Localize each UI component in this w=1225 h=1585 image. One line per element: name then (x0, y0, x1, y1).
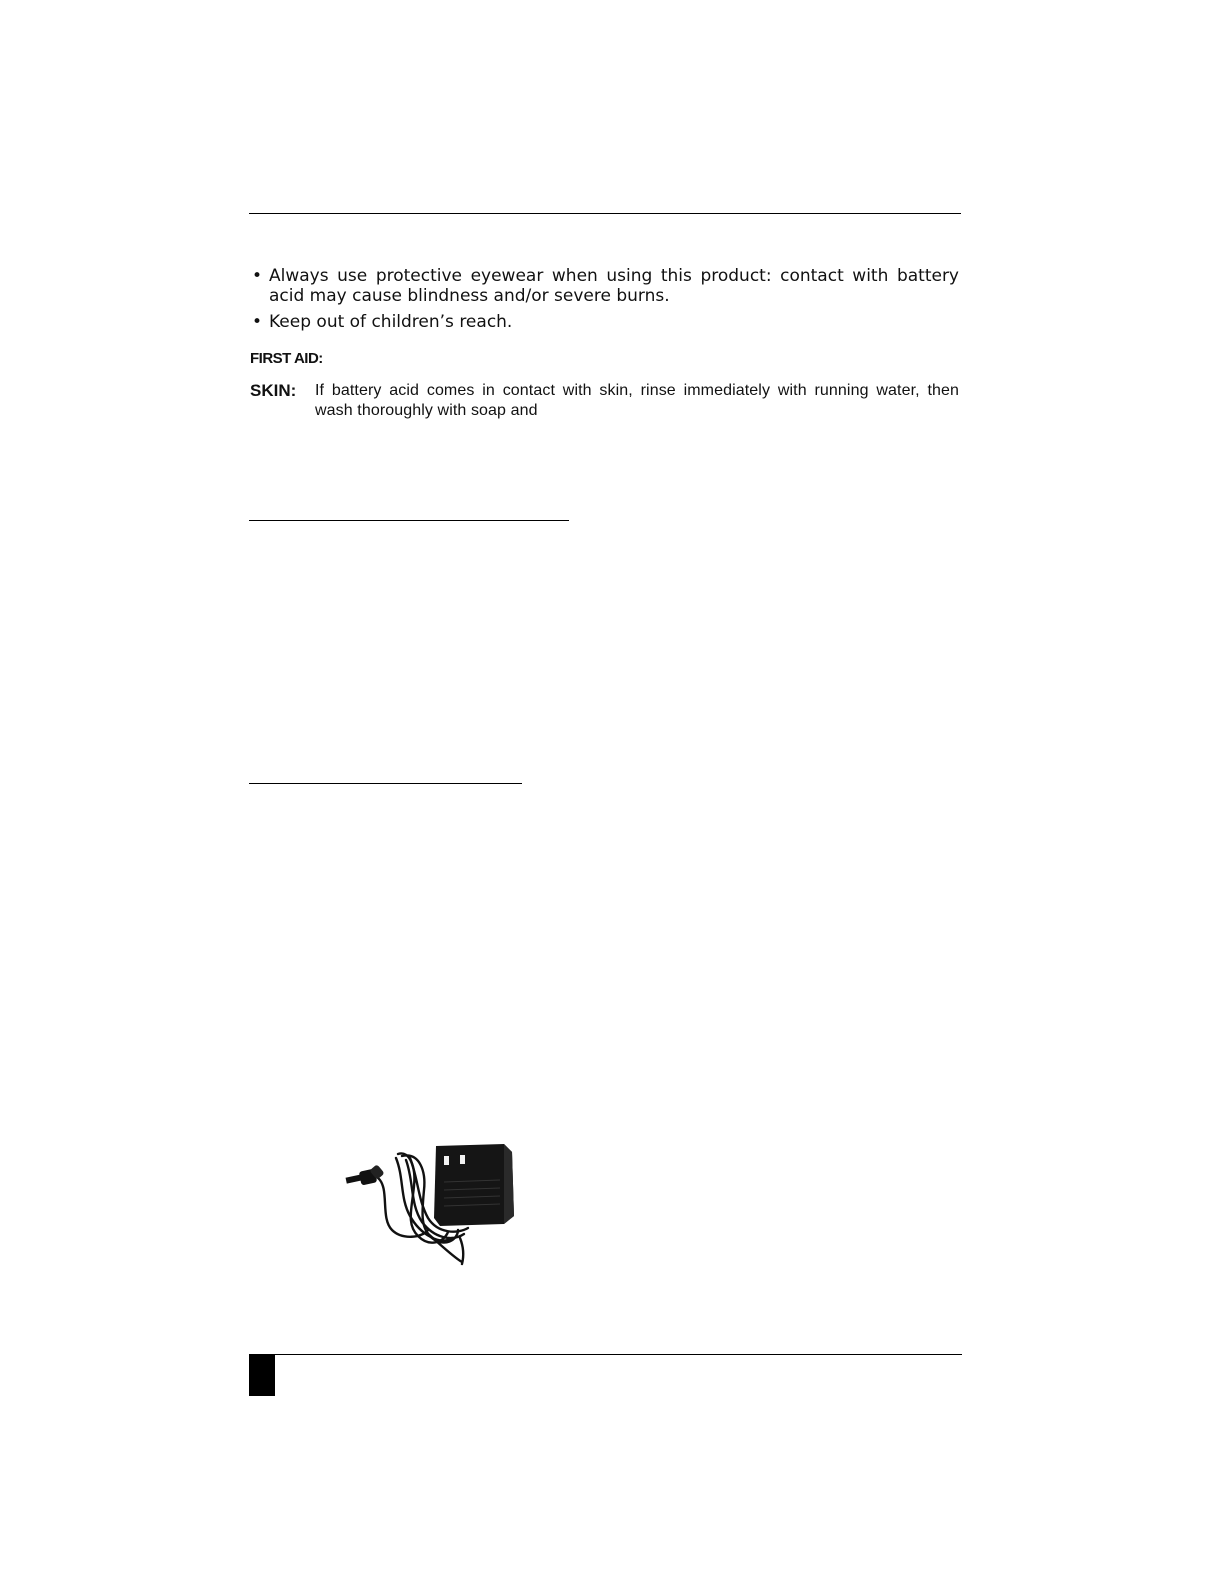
skin-label: SKIN: (250, 381, 297, 400)
ac-adapter-icon (340, 1138, 530, 1273)
bullet-text: Keep out of children’s reach. (269, 312, 513, 332)
skin-text: If battery acid comes in contact with skin, rinse immediately with running water, then wash thoroughly with soap and (315, 382, 959, 419)
list-item (252, 312, 959, 332)
list-item (252, 266, 959, 306)
bullet-icon: • (252, 266, 263, 286)
section-divider (249, 520, 569, 521)
page-tab-marker (249, 1355, 275, 1396)
safety-bullet-list (252, 266, 959, 332)
bullet-icon: • (252, 312, 263, 332)
top-divider (249, 213, 961, 214)
bullet-text: Always use protective eyewear when using this product: contact with battery acid may cause blindness and/or severe burns. (269, 266, 959, 306)
section-divider (249, 783, 522, 784)
ac-adapter-image (340, 1138, 530, 1273)
footer-divider (249, 1354, 962, 1355)
first-aid-heading: FIRST AID: (250, 350, 323, 367)
